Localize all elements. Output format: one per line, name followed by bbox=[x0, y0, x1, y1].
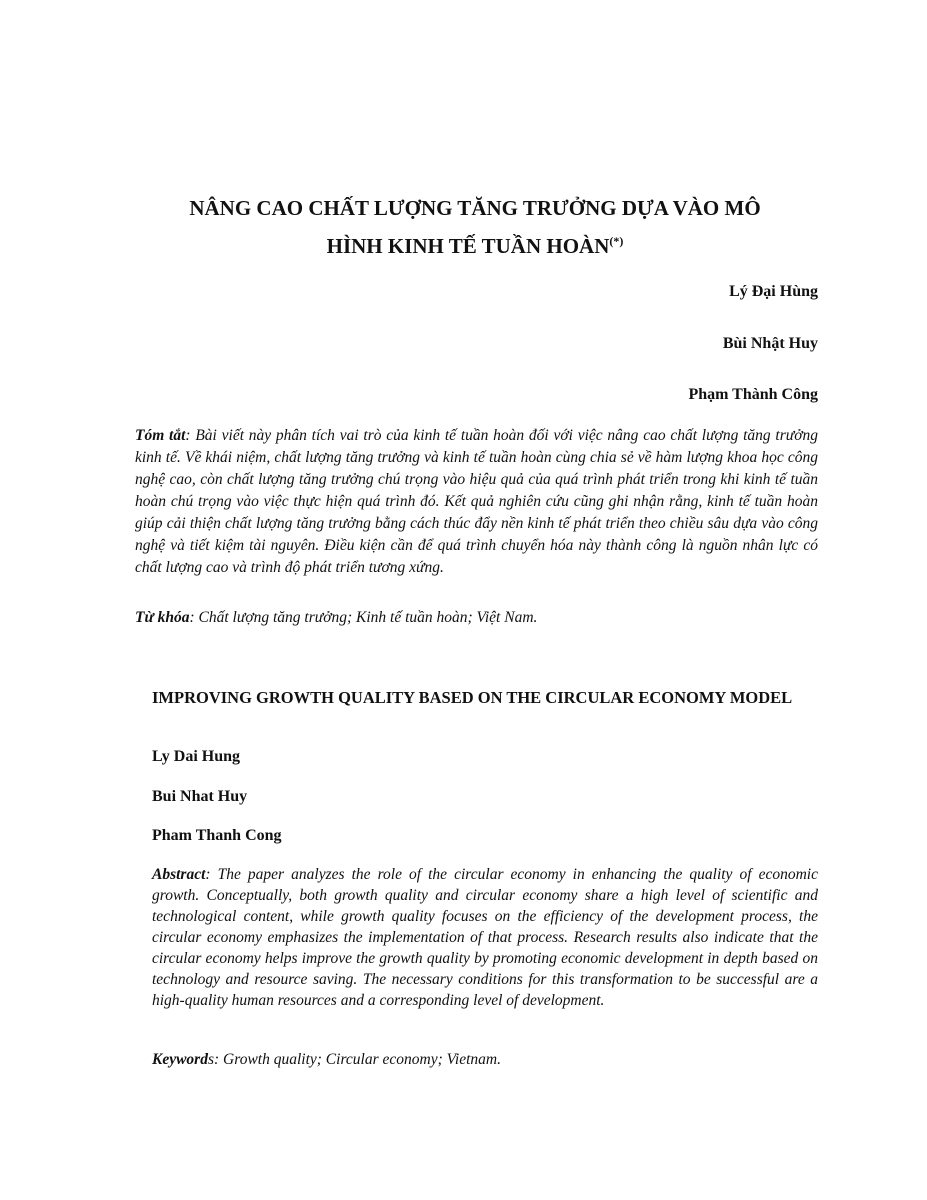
author-vi-1: Lý Đại Hùng bbox=[729, 283, 818, 300]
author-vi-2: Bùi Nhật Huy bbox=[722, 335, 818, 352]
paper-title-vi bbox=[100, 192, 850, 263]
author-en-3: Pham Thanh Cong bbox=[152, 827, 282, 844]
keywords-vi-label: Từ khóa bbox=[135, 609, 190, 626]
title-line-2-text: HÌNH KINH TẾ TUẦN HOÀN bbox=[326, 234, 610, 258]
abstract-vi-label: Tóm tắt bbox=[135, 427, 186, 444]
abstract-en-text: : The paper analyzes the role of the circular economy in enhancing the quality of economic growth. Conceptually, both growth quality and circular economy share a high level of scientific and technological content, while growth quality focuses on the efficiency of the development process, the circular economy emphasizes the implementation of that process. Research results also indicate that the circular economy helps improve the growth quality by promoting economic development in depth based on technology and resource saving. The necessary conditions for this transformation to be successful are a high-quality human resources and a corresponding level of development. bbox=[152, 866, 818, 1009]
author-vi-3: Phạm Thành Công bbox=[688, 386, 818, 403]
keywords-vi-text: : Chất lượng tăng trưởng; Kinh tế tuần hoàn; Việt Nam. bbox=[189, 609, 538, 626]
keywords-en bbox=[152, 1051, 818, 1069]
author-en-1: Ly Dai Hung bbox=[152, 748, 241, 765]
title-footnote-marker: (*) bbox=[609, 234, 624, 248]
keywords-vi bbox=[135, 609, 818, 627]
author-en-2: Bui Nhat Huy bbox=[152, 788, 248, 805]
title-line-2 bbox=[100, 225, 850, 263]
paper-title-en: IMPROVING GROWTH QUALITY BASED ON THE CIRCULAR ECONOMY MODEL bbox=[152, 688, 793, 707]
abstract-vi-text: : Bài viết này phân tích vai trò của kinh tế tuần hoàn đối với việc nâng cao chất lượng tăng trưởng kinh tế. Về khái niệm, chất lượng tăng trưởng và kinh tế tuần hoàn cùng chia sẻ về hàm lượng khoa học công nghệ cao, còn chất lượng tăng trưởng chú trọng vào hiệu quả của quá trình phát triển trong khi kinh tế tuần hoàn chú trọng vào việc thực hiện quá trình đó. Kết quả nghiên cứu cũng ghi nhận rằng, kinh tế tuần hoàn giúp cải thiện chất lượng tăng trưởng bằng cách thúc đẩy nền kinh tế phát triển theo chiều sâu dựa vào công nghệ và tiết kiệm tài nguyên. Điều kiện cần để quá trình chuyển hóa này thành công là nguồn nhân lực có chất lượng cao và trình độ phát triển tương xứng. bbox=[135, 427, 818, 576]
abstract-en-label: Abstract bbox=[152, 866, 206, 883]
title-line-1: NÂNG CAO CHẤT LƯỢNG TĂNG TRƯỞNG DỰA VÀO MÔ bbox=[189, 196, 761, 220]
abstract-vi bbox=[135, 425, 818, 579]
keywords-en-text: s: Growth quality; Circular economy; Vietnam. bbox=[207, 1051, 501, 1068]
abstract-en bbox=[152, 864, 818, 1011]
keywords-en-label: Keyword bbox=[152, 1051, 208, 1068]
